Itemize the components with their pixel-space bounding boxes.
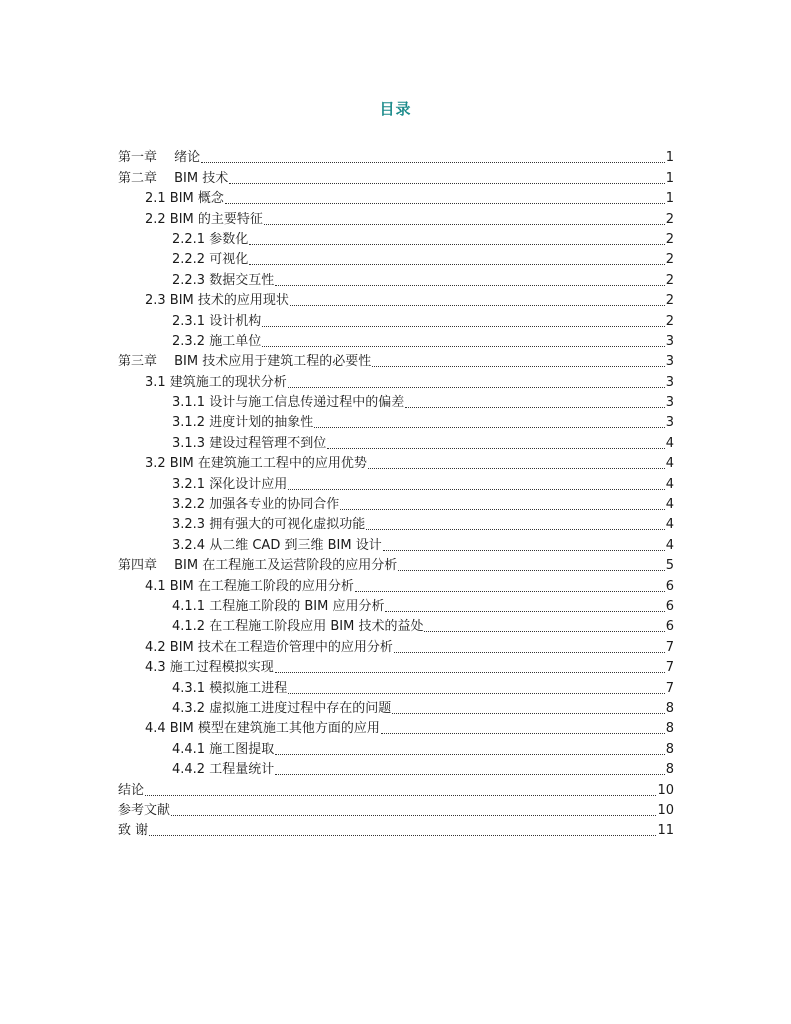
toc-entry-label: 3.1 建筑施工的现状分析 (145, 374, 287, 390)
toc-entry-label: 2.1 BIM 概念 (145, 191, 224, 207)
toc-entry[interactable] (118, 533, 674, 553)
toc-entry[interactable] (118, 411, 674, 431)
toc-entry-label: 2.3 BIM 技术的应用现状 (145, 293, 289, 309)
dot-leader (372, 365, 664, 367)
toc-entry-label: 3.2.2 加强各专业的协同合作 (172, 497, 340, 513)
toc-entry[interactable] (118, 228, 674, 248)
dot-leader (398, 569, 664, 571)
toc-entry[interactable] (118, 452, 674, 472)
toc-entry[interactable] (118, 595, 674, 615)
toc-entry-label: 3.2.1 深化设计应用 (172, 476, 288, 492)
toc-entry-page-number: 2 (665, 252, 674, 268)
dot-leader (288, 488, 665, 490)
toc-entry-page-number: 7 (665, 660, 674, 676)
dot-leader (288, 692, 665, 694)
toc-entry[interactable] (118, 574, 674, 594)
toc-entry[interactable] (118, 493, 674, 513)
toc-entry-page-number: 2 (665, 313, 674, 329)
toc-entry-label: 4.4.1 施工图提取 (172, 741, 275, 757)
toc-entry-page-number: 1 (665, 170, 674, 186)
toc-entry-page-number: 5 (665, 558, 674, 574)
dot-leader (327, 447, 665, 449)
toc-entry-label: 3.1.2 进度计划的抽象性 (172, 415, 314, 431)
toc-entry[interactable] (118, 635, 674, 655)
toc-entry-page-number: 2 (665, 211, 674, 227)
toc-entry-label: 2.3.1 设计机构 (172, 313, 262, 329)
toc-entry-page-number: 7 (665, 680, 674, 696)
toc-entry-label: 4.4 BIM 模型在建筑施工其他方面的应用 (145, 721, 380, 737)
dot-leader (201, 161, 665, 163)
dot-leader (424, 630, 664, 632)
dot-leader (275, 284, 665, 286)
toc-entry-page-number: 6 (665, 598, 674, 614)
toc-entry[interactable] (118, 819, 674, 839)
toc-entry[interactable] (118, 737, 674, 757)
toc-entry[interactable] (118, 330, 674, 350)
toc-entry[interactable] (118, 799, 674, 819)
toc-entry-label: 3.1.1 设计与施工信息传递过程中的偏差 (172, 395, 405, 411)
toc-entry-page-number: 7 (665, 639, 674, 655)
toc-entry-page-number: 4 (665, 517, 674, 533)
toc-entry-page-number: 1 (665, 191, 674, 207)
toc-entry-page-number: 2 (665, 231, 674, 247)
toc-entry-page-number: 2 (665, 272, 674, 288)
toc-entry-label: 结论 (118, 782, 145, 798)
toc-entry-label: 2.2.3 数据交互性 (172, 272, 275, 288)
dot-leader (229, 182, 664, 184)
toc-entry-label: 4.4.2 工程量统计 (172, 762, 275, 778)
toc-entry-page-number: 3 (665, 333, 674, 349)
toc-entry[interactable] (118, 697, 674, 717)
toc-entry[interactable] (118, 391, 674, 411)
dot-leader (145, 794, 656, 796)
toc-entry[interactable] (118, 656, 674, 676)
toc-entry-page-number: 3 (665, 415, 674, 431)
toc-entry-label: 2.3.2 施工单位 (172, 333, 262, 349)
toc-entry-label: 4.1.2 在工程施工阶段应用 BIM 技术的益处 (172, 619, 424, 635)
toc-entry-label: 第三章 BIM 技术应用于建筑工程的必要性 (118, 354, 372, 370)
toc-entry-label: 参考文献 (118, 802, 171, 818)
dot-leader (262, 325, 665, 327)
dot-leader (262, 345, 665, 347)
toc-entry-label: 4.3 施工过程模拟实现 (145, 660, 274, 676)
toc-entry[interactable] (118, 431, 674, 451)
toc-entry-page-number: 10 (657, 802, 674, 818)
toc-entry[interactable] (118, 289, 674, 309)
dot-leader (275, 671, 665, 673)
dot-leader (394, 651, 665, 653)
toc-entry-page-number: 8 (665, 700, 674, 716)
toc-entry-label: 3.2.4 从二维 CAD 到三维 BIM 设计 (172, 537, 382, 553)
toc-entry-page-number: 11 (657, 823, 674, 839)
toc-entry-page-number: 8 (665, 762, 674, 778)
toc-entry[interactable] (118, 309, 674, 329)
dot-leader (264, 223, 665, 225)
toc-entry-page-number: 3 (665, 374, 674, 390)
toc-entry[interactable] (118, 187, 674, 207)
toc-entry[interactable] (118, 717, 674, 737)
toc-entry[interactable] (118, 513, 674, 533)
dot-leader (275, 773, 665, 775)
dot-leader (355, 590, 665, 592)
table-of-contents (118, 146, 674, 839)
toc-entry[interactable] (118, 778, 674, 798)
dot-leader (368, 467, 665, 469)
toc-entry-label: 4.2 BIM 技术在工程造价管理中的应用分析 (145, 639, 393, 655)
toc-entry-page-number: 10 (657, 782, 674, 798)
dot-leader (405, 406, 665, 408)
toc-entry-page-number: 4 (665, 497, 674, 513)
toc-entry-label: 3.1.3 建设过程管理不到位 (172, 435, 327, 451)
toc-entry-page-number: 6 (665, 578, 674, 594)
toc-entry-label: 4.1.1 工程施工阶段的 BIM 应用分析 (172, 598, 385, 614)
toc-entry[interactable] (118, 248, 674, 268)
dot-leader (366, 528, 665, 530)
dot-leader (290, 304, 665, 306)
toc-entry-label: 3.2 BIM 在建筑施工工程中的应用优势 (145, 456, 367, 472)
toc-entry[interactable] (118, 472, 674, 492)
toc-entry-label: 2.2 BIM 的主要特征 (145, 211, 263, 227)
dot-leader (288, 386, 665, 388)
toc-entry-page-number: 8 (665, 721, 674, 737)
toc-entry-page-number: 1 (665, 150, 674, 166)
toc-entry[interactable] (118, 268, 674, 288)
toc-entry-label: 3.2.3 拥有强大的可视化虚拟功能 (172, 517, 366, 533)
dot-leader (383, 549, 665, 551)
toc-entry-label: 2.2.2 可视化 (172, 252, 249, 268)
toc-entry-page-number: 4 (665, 476, 674, 492)
toc-entry-label: 第四章 BIM 在工程施工及运营阶段的应用分析 (118, 558, 398, 574)
toc-entry-label: 4.1 BIM 在工程施工阶段的应用分析 (145, 578, 354, 594)
toc-entry-page-number: 8 (665, 741, 674, 757)
dot-leader (249, 263, 665, 265)
toc-entry[interactable] (118, 350, 674, 370)
toc-entry[interactable] (118, 615, 674, 635)
toc-entry-label: 第二章 BIM 技术 (118, 170, 229, 186)
dot-leader (392, 712, 665, 714)
toc-entry-page-number: 4 (665, 435, 674, 451)
toc-entry-label: 4.3.2 虚拟施工进度过程中存在的问题 (172, 700, 392, 716)
dot-leader (171, 814, 656, 816)
toc-entry-page-number: 2 (665, 293, 674, 309)
toc-entry[interactable] (118, 758, 674, 778)
toc-entry[interactable] (118, 146, 674, 166)
toc-entry-label: 2.2.1 参数化 (172, 231, 249, 247)
toc-entry[interactable] (118, 676, 674, 696)
dot-leader (314, 426, 665, 428)
dot-leader (225, 202, 665, 204)
toc-entry-page-number: 3 (665, 395, 674, 411)
dot-leader (385, 610, 664, 612)
toc-entry-label: 4.3.1 模拟施工进程 (172, 680, 288, 696)
dot-leader (275, 753, 665, 755)
dot-leader (149, 834, 656, 836)
toc-entry-page-number: 4 (665, 537, 674, 553)
dot-leader (381, 732, 665, 734)
toc-entry[interactable] (118, 166, 674, 186)
toc-entry-page-number: 6 (665, 619, 674, 635)
toc-entry-page-number: 4 (665, 456, 674, 472)
dot-leader (249, 243, 665, 245)
toc-entry[interactable] (118, 207, 674, 227)
dot-leader (340, 508, 665, 510)
toc-entry-label: 第一章 绪论 (118, 150, 201, 166)
toc-entry[interactable] (118, 554, 674, 574)
toc-title: 目录 (379, 100, 412, 118)
toc-entry[interactable] (118, 370, 674, 390)
toc-entry-label: 致 谢 (118, 823, 149, 839)
toc-entry-page-number: 3 (665, 354, 674, 370)
